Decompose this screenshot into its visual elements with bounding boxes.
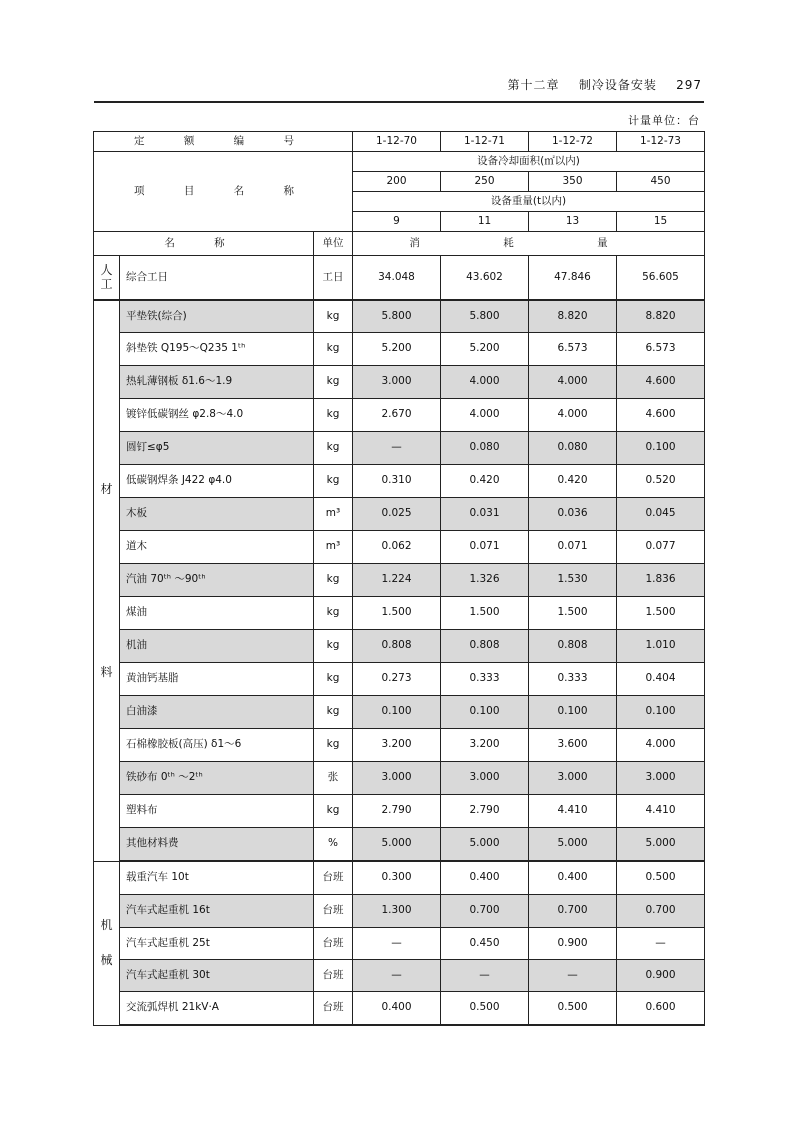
item-value: 3.200 <box>441 729 529 762</box>
item-value: 6.573 <box>617 333 705 366</box>
item-value: 0.808 <box>529 630 617 663</box>
chapter-label: 第十二章 <box>507 78 560 92</box>
item-value: 1.500 <box>617 597 705 630</box>
item-value: 1.224 <box>353 564 441 597</box>
item-value: 5.200 <box>441 333 529 366</box>
item-value: 56.605 <box>617 256 705 301</box>
item-name: 交流弧焊机 21kV·A <box>120 992 314 1026</box>
item-value: — <box>353 960 441 992</box>
quota-table-body <box>94 132 705 1026</box>
header-text <box>508 76 702 93</box>
item-value: 6.573 <box>529 333 617 366</box>
item-value: 0.420 <box>529 465 617 498</box>
quota-code: 1-12-73 <box>617 132 705 152</box>
item-value: 5.000 <box>353 828 441 862</box>
item-value: 4.000 <box>441 366 529 399</box>
item-value: 0.100 <box>441 696 529 729</box>
item-name: 铁砂布 0ᵗʰ ～2ᵗʰ <box>120 762 314 795</box>
table-row <box>94 729 705 762</box>
item-name-label: 项 目 名 称 <box>94 152 353 232</box>
table-row <box>94 531 705 564</box>
item-value: 0.700 <box>529 895 617 928</box>
item-value: 0.100 <box>353 696 441 729</box>
item-value: 5.800 <box>353 300 441 333</box>
table-row <box>94 399 705 432</box>
item-value: 1.500 <box>529 597 617 630</box>
table-row <box>94 895 705 928</box>
item-value: 4.000 <box>529 399 617 432</box>
table-row <box>94 795 705 828</box>
item-name: 镀锌低碳钢丝 φ2.8～4.0 <box>120 399 314 432</box>
item-value: 0.900 <box>529 928 617 960</box>
item-value: 0.100 <box>617 432 705 465</box>
item-unit: kg <box>314 597 353 630</box>
item-value: 0.071 <box>529 531 617 564</box>
item-name: 低碳钢焊条 J422 φ4.0 <box>120 465 314 498</box>
item-value: 4.410 <box>617 795 705 828</box>
quota-label: 定 额 编 号 <box>94 132 353 152</box>
table-row <box>94 333 705 366</box>
table-row <box>94 928 705 960</box>
table-row <box>94 256 705 301</box>
item-name: 道木 <box>120 531 314 564</box>
col-unit-header: 单位 <box>314 232 353 256</box>
item-value: 1.836 <box>617 564 705 597</box>
quota-code: 1-12-71 <box>441 132 529 152</box>
item-unit: 台班 <box>314 928 353 960</box>
category-machinery: 机 械 <box>94 861 120 1025</box>
item-value: 0.500 <box>441 992 529 1026</box>
weight-value: 11 <box>441 212 529 232</box>
table-row <box>94 960 705 992</box>
item-value: — <box>353 432 441 465</box>
quota-code: 1-12-70 <box>353 132 441 152</box>
item-name: 机油 <box>120 630 314 663</box>
category-material: 材 料 <box>94 300 120 861</box>
item-value: 4.000 <box>617 729 705 762</box>
item-value: 0.520 <box>617 465 705 498</box>
item-value: 3.000 <box>353 762 441 795</box>
item-unit: kg <box>314 366 353 399</box>
item-value: 0.031 <box>441 498 529 531</box>
item-value: 0.333 <box>529 663 617 696</box>
item-value: 0.700 <box>441 895 529 928</box>
item-unit: 台班 <box>314 992 353 1026</box>
weight-label: 设备重量(t以内) <box>353 192 705 212</box>
item-value: 1.500 <box>353 597 441 630</box>
table-row <box>94 432 705 465</box>
item-value: 4.000 <box>441 399 529 432</box>
item-name: 汽车式起重机 30t <box>120 960 314 992</box>
table-row <box>94 663 705 696</box>
table-row <box>94 498 705 531</box>
item-unit: kg <box>314 564 353 597</box>
table-row <box>94 300 705 333</box>
item-value: 2.790 <box>441 795 529 828</box>
item-name: 煤油 <box>120 597 314 630</box>
item-unit: kg <box>314 630 353 663</box>
quota-code: 1-12-72 <box>529 132 617 152</box>
item-unit: kg <box>314 663 353 696</box>
weight-value: 15 <box>617 212 705 232</box>
item-unit: 工日 <box>314 256 353 301</box>
item-unit: kg <box>314 399 353 432</box>
item-name: 载重汽车 10t <box>120 861 314 895</box>
item-value: — <box>441 960 529 992</box>
table-row <box>94 597 705 630</box>
item-value: 0.500 <box>617 861 705 895</box>
item-name: 塑料布 <box>120 795 314 828</box>
item-value: 3.000 <box>353 366 441 399</box>
item-name: 综合工日 <box>120 256 314 301</box>
item-unit: 台班 <box>314 861 353 895</box>
area-value: 450 <box>617 172 705 192</box>
item-value: 0.025 <box>353 498 441 531</box>
item-name: 黄油钙基脂 <box>120 663 314 696</box>
item-value: 4.000 <box>529 366 617 399</box>
item-value: 47.846 <box>529 256 617 301</box>
area-value: 350 <box>529 172 617 192</box>
item-value: 1.530 <box>529 564 617 597</box>
col-consumption-header: 消 耗 量 <box>353 232 705 256</box>
item-value: 0.080 <box>529 432 617 465</box>
area-value: 250 <box>441 172 529 192</box>
item-value: 0.036 <box>529 498 617 531</box>
item-unit: kg <box>314 432 353 465</box>
item-value: 5.000 <box>529 828 617 862</box>
item-value: 1.326 <box>441 564 529 597</box>
weight-value: 9 <box>353 212 441 232</box>
table-row <box>94 630 705 663</box>
table-row <box>94 564 705 597</box>
table-row <box>94 465 705 498</box>
item-value: 8.820 <box>617 300 705 333</box>
item-unit: kg <box>314 300 353 333</box>
item-name: 斜垫铁 Q195～Q235 1ᵗʰ <box>120 333 314 366</box>
table-row <box>94 696 705 729</box>
item-name: 汽车式起重机 25t <box>120 928 314 960</box>
item-value: 0.071 <box>441 531 529 564</box>
quota-code-row <box>94 132 705 152</box>
area-label: 设备冷却面积(㎡以内) <box>353 152 705 172</box>
item-value: 0.900 <box>617 960 705 992</box>
item-unit: 台班 <box>314 895 353 928</box>
column-header-row <box>94 232 705 256</box>
item-value: 8.820 <box>529 300 617 333</box>
item-unit: m³ <box>314 498 353 531</box>
item-name: 汽油 70ᵗʰ ～90ᵗʰ <box>120 564 314 597</box>
item-value: 1.300 <box>353 895 441 928</box>
item-value: 0.062 <box>353 531 441 564</box>
item-value: — <box>617 928 705 960</box>
item-value: 0.808 <box>441 630 529 663</box>
item-unit: kg <box>314 696 353 729</box>
item-unit: % <box>314 828 353 862</box>
item-value: 0.500 <box>529 992 617 1026</box>
table-row <box>94 762 705 795</box>
item-value: 4.600 <box>617 366 705 399</box>
area-label-row <box>94 152 705 172</box>
item-value: — <box>353 928 441 960</box>
item-unit: m³ <box>314 531 353 564</box>
item-unit: 台班 <box>314 960 353 992</box>
item-unit: kg <box>314 729 353 762</box>
item-unit: kg <box>314 795 353 828</box>
item-name: 平垫铁(综合) <box>120 300 314 333</box>
page-number: 297 <box>676 78 702 92</box>
item-value: 0.450 <box>441 928 529 960</box>
item-value: 0.100 <box>529 696 617 729</box>
item-value: 0.808 <box>353 630 441 663</box>
item-value: 0.273 <box>353 663 441 696</box>
item-name: 石棉橡胶板(高压) δ1～6 <box>120 729 314 762</box>
weight-value: 13 <box>529 212 617 232</box>
item-value: 5.200 <box>353 333 441 366</box>
item-value: 4.410 <box>529 795 617 828</box>
item-value: — <box>529 960 617 992</box>
item-name: 白油漆 <box>120 696 314 729</box>
item-value: 34.048 <box>353 256 441 301</box>
item-name: 其他材料费 <box>120 828 314 862</box>
item-unit: 张 <box>314 762 353 795</box>
item-name: 圆钉≤φ5 <box>120 432 314 465</box>
item-value: 3.000 <box>441 762 529 795</box>
item-value: 0.420 <box>441 465 529 498</box>
table-row <box>94 992 705 1026</box>
item-value: 3.000 <box>529 762 617 795</box>
item-value: 5.800 <box>441 300 529 333</box>
item-value: 5.000 <box>441 828 529 862</box>
item-value: 1.010 <box>617 630 705 663</box>
item-value: 4.600 <box>617 399 705 432</box>
item-value: 0.400 <box>441 861 529 895</box>
col-name-header: 名 称 <box>94 232 314 256</box>
item-value: 0.300 <box>353 861 441 895</box>
item-value: 0.310 <box>353 465 441 498</box>
item-value: 0.400 <box>353 992 441 1026</box>
section-title: 制冷设备安装 <box>578 78 657 92</box>
item-value: 0.100 <box>617 696 705 729</box>
item-value: 0.404 <box>617 663 705 696</box>
item-unit: kg <box>314 465 353 498</box>
item-unit: kg <box>314 333 353 366</box>
item-value: 2.670 <box>353 399 441 432</box>
item-value: 0.400 <box>529 861 617 895</box>
item-value: 0.080 <box>441 432 529 465</box>
page-header <box>94 70 704 103</box>
item-value: 2.790 <box>353 795 441 828</box>
table-row <box>94 366 705 399</box>
area-value: 200 <box>353 172 441 192</box>
item-value: 0.600 <box>617 992 705 1026</box>
item-name: 木板 <box>120 498 314 531</box>
item-value: 1.500 <box>441 597 529 630</box>
item-value: 3.600 <box>529 729 617 762</box>
item-name: 汽车式起重机 16t <box>120 895 314 928</box>
item-value: 0.700 <box>617 895 705 928</box>
item-name: 热轧薄钢板 δ1.6～1.9 <box>120 366 314 399</box>
table-row <box>94 861 705 895</box>
item-value: 0.077 <box>617 531 705 564</box>
unit-note: 计量单位：台 <box>628 114 700 127</box>
table-row <box>94 828 705 862</box>
item-value: 3.200 <box>353 729 441 762</box>
quota-table <box>93 131 705 1026</box>
item-value: 43.602 <box>441 256 529 301</box>
item-value: 0.333 <box>441 663 529 696</box>
item-value: 5.000 <box>617 828 705 862</box>
item-value: 0.045 <box>617 498 705 531</box>
item-value: 3.000 <box>617 762 705 795</box>
category-labor: 人 工 <box>94 256 120 301</box>
